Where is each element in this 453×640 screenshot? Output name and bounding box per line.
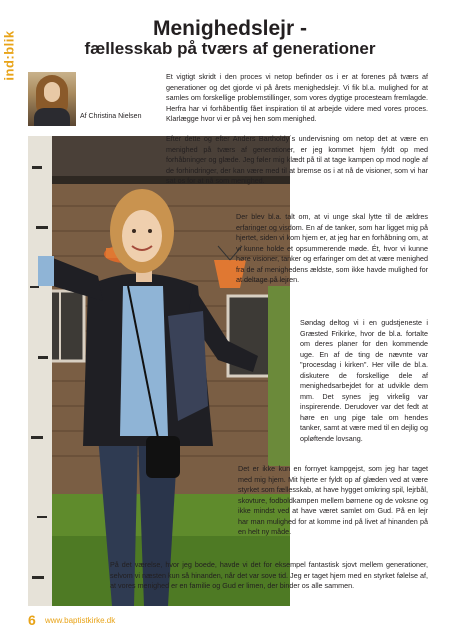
article-subtitle: fællesskab på tværs af generationer: [84, 39, 376, 58]
paragraph-3: Der blev bl.a. talt om, at vi unge skal lytte til de ældres erfaringer og visdom. En af de tanker, som har ligget mig på hjertet, siden vi kom hjem er, at jeg har en forhåbning om, at vi kunne holde et opsummerende møde. Ét, hvor vi kunne høre visioner, tanker og erfaringer om det at være menighed fra de af menighedens ældste, som ikke havde mulighed for at deltage på lejren.: [236, 212, 428, 284]
paragraph-5: Det er ikke kun en fornyet kampgejst, som jeg har taget med mig hjem. Mit hjerte er fyldt op af glæden ved at være styrket som fællesskab, at have hygget omkring spil, lejrbål, skovture, fodboldkampen mellem børnene og de voksne og ikke mindst ved at have været samlet om Gud. På en lejr har man mulighed for at komme ind på livet af hinanden på en helt ny måde.: [238, 464, 428, 536]
author-photo: [28, 72, 76, 126]
section-tag: [0, 20, 18, 90]
website-link[interactable]: www.baptistkirke.dk: [45, 616, 116, 625]
paragraph-6: På det værelse, hvor jeg boede, havde vi det for eksempel fantastisk sjovt mellem generationer, selvom vi næsten kun så hinanden, når det var sove tid. Jeg er taget hjem med en styrket følelse af, at vores menighed er en familie og Gud er limen, der binder os alle sammen.: [110, 560, 428, 590]
paragraph-4: Søndag deltog vi i en gudstjeneste i Græsted Frikirke, hvor de bl.a. fortalte om deres planer for den kommende uge. En af de ting de nævnte var "procesdag i kirken". Her ville de bl.a. diskutere de forskellige dele af menighedsarbejdet for at udvikle dem mm. Det synes jeg virkelig var inspirerende. Derudover var det fedt at høre en ung pige tale om hendes tanker, samt at være med til en dejlig og opløftende lovsang.: [300, 318, 428, 443]
section-tag-label: ind:blik: [1, 29, 17, 81]
paragraph-2: Efter dette og efter Anders Bartholdy´s undervisning om netop det at være en menighed på tværs af generationer, er jeg kommet hjem fyldt op med forhåbninger og glæde. Jeg føler mig klædt på til at tage kampen op mod nogle af de forhindringer, der kan være med til at bremse os i at nå de visioner, som vi har sat os for at nå som menighed.: [166, 134, 428, 185]
byline: Af Christina Nielsen: [80, 113, 142, 120]
paragraph-1: Et vigtigt skridt i den proces vi netop befinder os i er at forenes på tværs af generationer og det gjorde vi på årets menighedslejr. Vi fik bl.a. mulighed for at samles om forskellige problemstillinger, som vores dygtige procesteam fremlagde. Herfra har vi forhåbentlig fået inspiration til at arbejde videre med vores proces. Klarlægge hvor vi er på vej hen som menighed.: [166, 72, 428, 123]
article-title: Menighedslejr -: [152, 17, 308, 40]
page-number: 6: [28, 612, 36, 628]
